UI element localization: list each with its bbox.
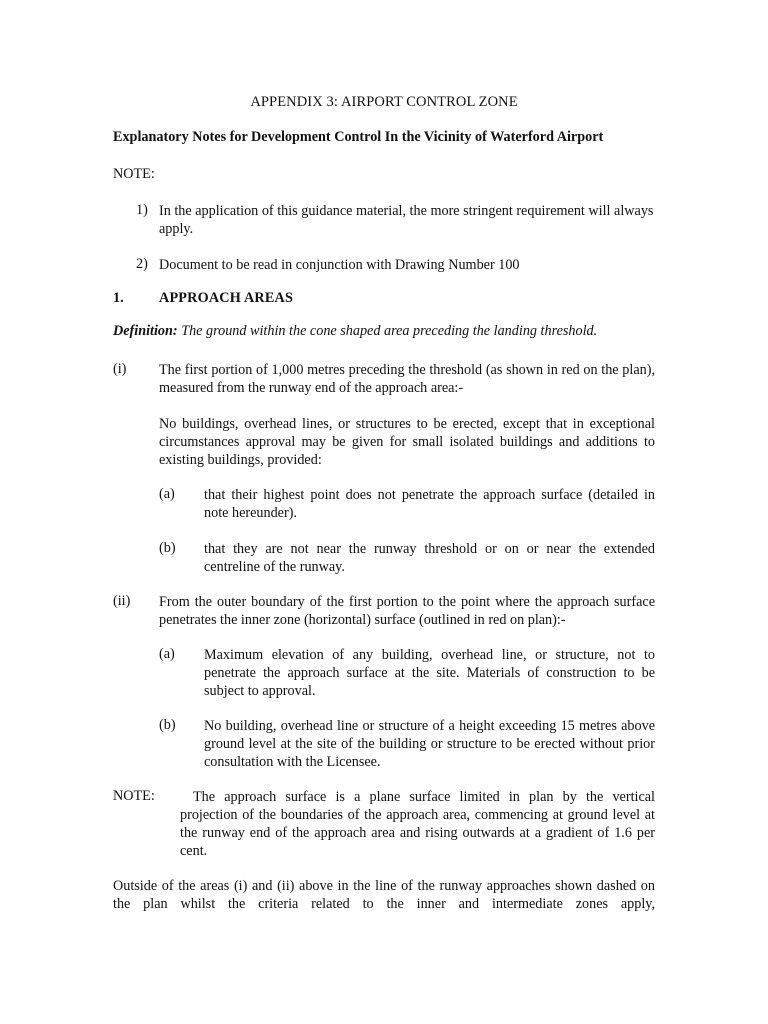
clause-text: No buildings, overhead lines, or structures to be erected, except that in exceptional circumstances approval may be given for small isolated buildings and additions to existing buildings, provided:: [159, 416, 655, 468]
definition-text: The ground within the cone shaped area preceding the landing threshold.: [177, 323, 598, 339]
note-number: 2): [136, 256, 148, 272]
body-paragraph: Outside of the areas (i) and (ii) above in the line of the runway approaches shown dashed on the plan whilst the criteria related to the inner and intermediate zones apply,: [113, 878, 655, 912]
clause-text: The first portion of 1,000 metres preceding the threshold (as shown in red on the plan), measured from the runway end of the approach area:-: [159, 362, 655, 396]
note-heading: NOTE:: [113, 166, 155, 182]
note-text-first-line: The approach surface is a plane surface limited in plan by the vertical: [193, 789, 655, 805]
clause-label: (ii): [113, 593, 131, 609]
subclause-text: that their highest point does not penetrate the approach surface (detailed in note hereunder).: [204, 487, 655, 521]
section-heading: APPROACH AREAS: [159, 290, 294, 306]
note-text: Document to be read in conjunction with Drawing Number 100: [159, 257, 520, 273]
subclause-text: Maximum elevation of any building, overhead line, or structure, not to penetrate the approach surface at the site. Materials of construction to be subject to approval.: [204, 647, 655, 699]
subclause-label: (a): [159, 646, 175, 662]
section-number: 1.: [113, 290, 124, 306]
definition-label: Definition:: [113, 323, 178, 339]
definition: [113, 323, 597, 340]
subclause-label: (b): [159, 540, 176, 556]
subclause-text: No building, overhead line or structure of a height exceeding 15 metres above ground level at the site of the building or structure to be erected without prior consultation with the Licensee.: [204, 718, 655, 770]
subclause-label: (a): [159, 486, 175, 502]
clause-label: (i): [113, 361, 127, 377]
note-label: NOTE:: [113, 788, 155, 804]
note-number: 1): [136, 202, 148, 218]
note-text: In the application of this guidance material, the more stringent requirement will always apply.: [159, 203, 654, 237]
subclause-text: that they are not near the runway threshold or on or near the extended centreline of the runway.: [204, 541, 655, 575]
document-subtitle: Explanatory Notes for Development Control In the Vicinity of Waterford Airport: [113, 129, 604, 145]
subclause-label: (b): [159, 717, 176, 733]
clause-text: From the outer boundary of the first portion to the point where the approach surface penetrates the inner zone (horizontal) surface (outlined in red on plan):-: [159, 594, 655, 628]
page-title: APPENDIX 3: AIRPORT CONTROL ZONE: [250, 94, 518, 110]
note-text: projection of the boundaries of the approach area, commencing at ground level at the runway end of the approach area and rising outwards at a gradient of 1.6 per cent.: [180, 807, 655, 859]
